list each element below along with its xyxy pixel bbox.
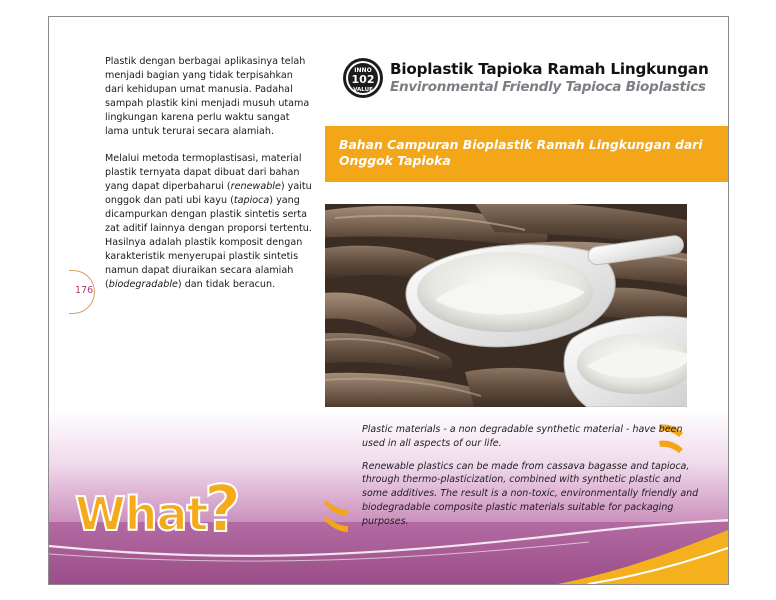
english-summary (362, 423, 702, 538)
page-number: 176 (75, 285, 94, 296)
method-text-1: Melalui metoda termoplastisasi, material plastik ternyata dapat dibuat dari bahan yang dapat diperbaharui ( (105, 153, 302, 193)
left-column-text (105, 55, 313, 306)
cassava-tapioca-photo (325, 204, 687, 407)
term-tapioca: tapioca (233, 195, 270, 207)
method-paragraph (105, 152, 313, 291)
method-text-2: ) yaitu onggok dan pati ubi kayu ( (105, 181, 312, 207)
inno-value-logo (342, 57, 384, 99)
logo-value-text: VALUE (353, 87, 373, 93)
section-banner (325, 126, 729, 182)
page-number-badge (69, 270, 95, 314)
english-paragraph-1: Plastic materials - a non degradable synthetic material - have been used in all aspects of our life. (362, 424, 683, 449)
page-subtitle: Environmental Friendly Tapioca Bioplastics (390, 79, 706, 95)
term-renewable: renewable (230, 181, 281, 193)
logo-inno-text: INNO (354, 67, 372, 74)
page-title: Bioplastik Tapioka Ramah Lingkungan (390, 60, 709, 78)
method-text-4: ) dan tidak beracun. (177, 278, 276, 290)
logo-number-text: 102 (351, 73, 375, 86)
book-page (48, 16, 729, 585)
intro-paragraph: Plastik dengan berbagai aplikasinya telah menjadi bagian yang tidak terpisahkan dari kehidupan umat manusia. Padahal sampah plastik kini menjadi musuh utama lingkungan karena perlu waktu sangat lama untuk terurai secara alamiah. (105, 56, 310, 137)
what-question-mark: ? (204, 473, 242, 547)
method-text-3: ) yang dicampurkan dengan plastik sintetis serta zat aditif lainnya dengan proporsi tertentu. Hasilnya adalah plastik komposit dengan karakteristik menyerupai plastik sintetis namun dapat diuraikan secara alamiah ( (105, 195, 312, 290)
what-heading: What (75, 487, 208, 541)
banner-title: Bahan Campuran Bioplastik Ramah Lingkungan dari Onggok Tapioka (339, 137, 703, 168)
term-biodegradable: biodegradable (108, 278, 178, 290)
quote-marks-left (322, 498, 352, 538)
english-paragraph-2: Renewable plastics can be made from cassava bagasse and tapioca, through thermo-plasticization, combined with synthetic plastic and some additives. The result is a non-toxic, environmentally friendly and biodegradable composite plastic materials suitable for packaging purposes. (362, 460, 699, 527)
